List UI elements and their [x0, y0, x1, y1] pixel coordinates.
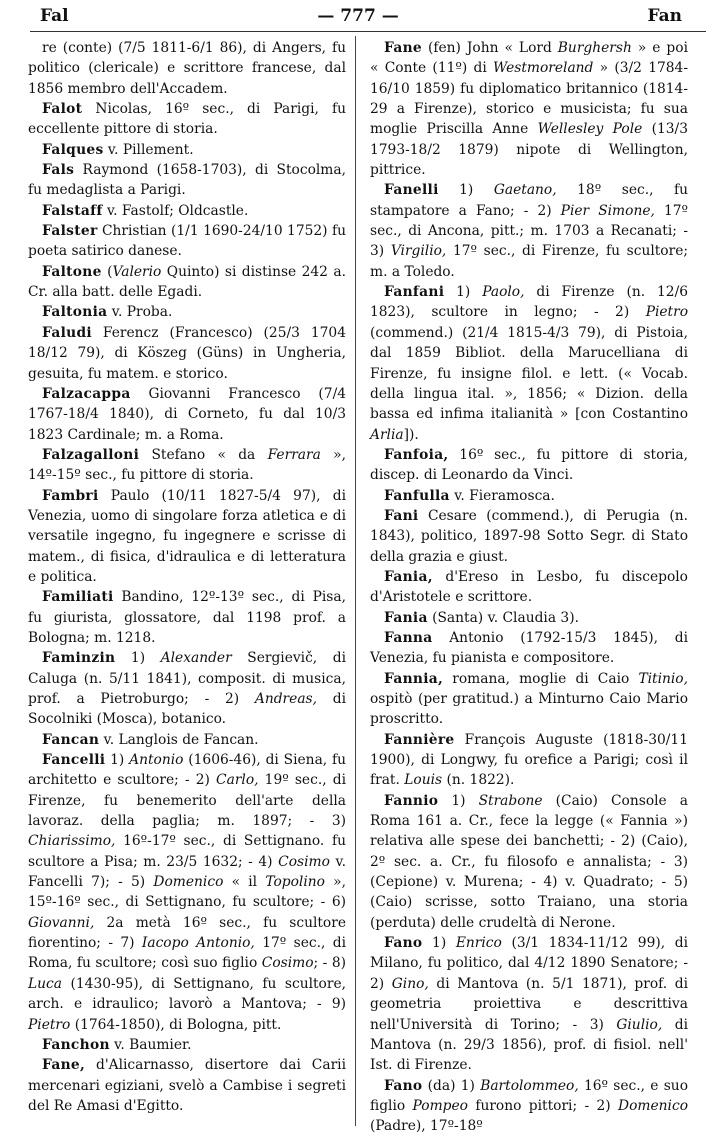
entry-italic-text: Gaetano,	[493, 182, 557, 199]
entry-text: 2a metà 16º sec., fu scultore fiorentino; - 7)	[28, 914, 346, 952]
entry-text: di Socolniki (Mosca), botanico.	[28, 691, 346, 728]
entry-italic-text: Wellesley Pole	[537, 121, 643, 138]
entry-italic-text: Chiarissimo,	[28, 833, 116, 850]
entry-text: Cesare (commend.), di Perugia (n. 1843), politico, 1897-98 Sotto Segr. di Stato della grazia e giust.	[370, 507, 688, 565]
entry-text: (Caio) Console a Roma 161 a. Cr., fece la legge (« Fannia ») relativa alle spese dei banchetti; - 2) (Caio), 2º sec. a. Cr., fu filosofo e annalista; - 3) (Cepione) v. Murena; - 4) v. Quadrato; - 5) (Caio) scrisse, sotto Traiano, una storia (perduta) delle crudeltà di Nerone.	[370, 792, 688, 931]
entry-headword: Fani	[384, 507, 419, 524]
entry-text: (1430-95), di Settignano, fu scultore, arch. e idraulico; lavorò a Mantova; - 9)	[28, 975, 346, 1013]
entry-headword: Fano	[384, 1077, 423, 1094]
entry-text: Nicolas, 16º sec., di Parigi, fu eccellente pittore di storia.	[28, 101, 346, 138]
entry-text: ospitò (per gratitud.) a Minturno Caio Mario proscritto.	[370, 691, 688, 728]
entry-text: (commend.) (21/4 1815-4/3 79), di Pistoia, dal 1859 Bibliot. della Marucelliana di Firenze, fu insigne filol. e lett. (« Vocab. della lingua ital. », 1856; « Dizion. della bassa ed infima italianità » [con Costantino	[370, 324, 688, 423]
entry-text: (fen) John « Lord	[422, 40, 558, 56]
entry-text: (1606-46), di Siena, fu architetto e scultore; - 2)	[28, 752, 346, 789]
dictionary-entry	[28, 587, 346, 648]
dictionary-entry	[28, 140, 346, 160]
entry-headword: Fannia,	[384, 670, 444, 687]
dictionary-entry	[28, 445, 346, 486]
dictionary-entry	[370, 628, 688, 669]
entry-text: 16º sec., fu pittore di storia, discep. di Leonardo da Vinci.	[370, 446, 688, 484]
dictionary-entry	[28, 160, 346, 201]
entry-italic-text: Titinio,	[638, 670, 688, 687]
dictionary-entry	[370, 791, 688, 933]
entry-text: Quinto) si distinse 242 a. Cr. alla batt. delle Egadi.	[28, 263, 346, 301]
dictionary-entry	[28, 221, 346, 262]
entry-italic-text: Paolo,	[482, 284, 525, 301]
entry-italic-text: Louis	[404, 772, 443, 789]
entry-italic-text: Enrico	[455, 935, 502, 952]
entry-text: », 15º-16º sec., di Settignano, fu scultore; - 6)	[28, 874, 346, 911]
dictionary-entry	[370, 445, 688, 486]
entry-text: re (conte) (7/5 1811-6/1 86), di Angers, fu politico (clericale) e scrittore francese, dal 1856 membro dell'Accadem.	[28, 40, 346, 97]
dictionary-entry	[28, 486, 346, 588]
entry-italic-text: Antonio	[129, 752, 184, 769]
entry-text: Stefano « da	[139, 446, 268, 463]
entry-italic-text: Virgilio,	[390, 243, 447, 260]
entry-headword: Falster	[42, 223, 98, 240]
entry-headword: Fanfani	[384, 284, 445, 301]
entry-text: Sergievič, di Caluga (n. 5/11 1841), composit. di musica, prof. a Pietroburgo; - 2)	[28, 650, 346, 707]
entry-text: », 14º-15º sec., fu pittore di storia.	[28, 446, 346, 484]
entry-text: (da) 1)	[422, 1077, 481, 1094]
entry-text: François Auguste (1818-30/11 1900), di Longwy, fu orefice a Parigi; così il frat.	[370, 731, 688, 789]
dictionary-entry	[28, 384, 346, 445]
left-column	[28, 38, 346, 1116]
entry-text: (13/3 1793-18/2 1879) nipote di Wellington, pittrice.	[370, 121, 688, 179]
right-column	[370, 38, 688, 1137]
page-number: — 777 —	[317, 6, 399, 26]
entry-headword: Fancan	[42, 731, 100, 748]
entry-text: v. Fancelli 7); - 5)	[28, 853, 346, 891]
entry-headword: Fanchon	[42, 1036, 110, 1053]
entry-headword: Fanfoia,	[384, 446, 449, 463]
entry-headword: Fane,	[42, 1057, 86, 1074]
entry-headword: Fannio	[384, 792, 439, 809]
column-divider	[355, 36, 356, 1126]
entry-text: d'Alicarnasso, disertore dai Carii mercenari egiziani, svelò a Cambise i segreti del Re Amasi d'Egitto.	[28, 1057, 346, 1114]
entry-headword: Falstaff	[42, 202, 103, 219]
entry-text: furono pittori; - 2)	[467, 1097, 619, 1114]
entry-italic-text: Giovanni,	[28, 914, 95, 931]
entry-italic-text: Luca	[28, 975, 63, 992]
entry-headword: Faltonia	[42, 304, 108, 321]
entry-headword: Fals	[42, 162, 75, 179]
dictionary-entry	[370, 669, 688, 730]
entry-text: Paulo (10/11 1827-5/4 97), di Venezia, uomo di singolare forza atletica e di versatile ingegno, fu ingegnere e scrisse di matem., di fisica, d'idraulica e di letteratura e politica.	[28, 487, 346, 585]
entry-headword: Falzacappa	[42, 385, 131, 402]
entry-text: (n. 1822).	[442, 772, 515, 789]
dictionary-entry	[370, 933, 688, 1075]
entry-text: d'Ereso in Lesbo, fu discepolo d'Aristotele e scrittore.	[370, 568, 688, 606]
entry-text: 1)	[115, 650, 161, 667]
entry-italic-text: Andreas,	[254, 691, 318, 707]
entry-headword: Familiati	[42, 589, 114, 606]
entry-headword: Faltone	[42, 263, 102, 280]
entry-text: (3/1 1834-11/12 99), di Milano, fu politico, dal 4/12 1890 Senatore; - 2)	[370, 935, 688, 992]
entry-headword: Fania	[384, 609, 428, 626]
dictionary-entry	[370, 486, 688, 506]
entry-italic-text: Pier Simone,	[560, 202, 655, 219]
entry-text: v. Pillement.	[103, 141, 194, 158]
entry-text: v. Fieramosca.	[449, 487, 555, 504]
entry-text: romana, moglie di Caio	[443, 670, 639, 687]
entry-italic-text: Topolino	[265, 874, 325, 891]
dictionary-entry	[370, 180, 688, 282]
entry-headword: Fanelli	[384, 182, 439, 199]
entry-text: Bandino, 12º-13º sec., di Pisa, fu giurista, glossatore, dal 1198 prof. a Bologna; m. 1218.	[28, 589, 346, 646]
entry-italic-text: Cosimo	[278, 853, 330, 870]
header-right-guide-word: Fan	[647, 6, 682, 26]
entry-text: 16º sec., e suo figlio	[370, 1077, 688, 1114]
dictionary-entry	[28, 38, 346, 99]
entry-italic-text: Gino,	[391, 975, 429, 992]
entry-headword: Falot	[42, 101, 83, 118]
entry-headword: Fane	[384, 40, 422, 56]
entry-text: 17º sec., di Ancona, pitt.; m. 1703 a Recanati; - 3)	[370, 202, 688, 260]
entry-italic-text: Domenico	[618, 1097, 688, 1114]
entry-italic-text: Domenico	[153, 874, 224, 891]
header-left-guide-word: Fal	[40, 6, 69, 26]
dictionary-entry	[370, 1076, 688, 1137]
entry-headword: Fanfulla	[384, 487, 450, 504]
entry-text: 18º sec., fu stampatore a Fano; - 2)	[370, 182, 689, 219]
entry-italic-text: Alexander	[160, 650, 232, 667]
dictionary-entry	[28, 730, 346, 750]
entry-text: (Padre), 17º-18º	[370, 1118, 483, 1135]
entry-headword: Fania,	[384, 568, 433, 585]
dictionary-entry	[28, 1055, 346, 1116]
entry-text: 1)	[105, 752, 130, 769]
entry-text: di Mantova (n. 5/1 1871), prof. di geometria proiettiva e descrittiva nell'Università di Torino; - 3)	[370, 975, 689, 1033]
entry-italic-text: Bartolommeo,	[480, 1077, 579, 1094]
dictionary-entry	[370, 608, 688, 628]
dictionary-entry	[28, 262, 346, 303]
entry-text: 1)	[438, 182, 494, 199]
entry-italic-text: Carlo,	[216, 772, 259, 789]
entry-italic-text: Pietro	[28, 1016, 71, 1033]
dictionary-entry	[28, 1035, 346, 1055]
entry-text: 19º sec., di Firenze, fu benemerito dell'arte della lavoraz. della paglia; m. 1897; - 3)	[28, 772, 346, 830]
dictionary-entry	[370, 506, 688, 567]
entry-text: ]).	[403, 426, 419, 443]
entry-text: 16º-17º sec., di Settignano. fu scultore a Pisa; m. 23/5 1632; - 4)	[28, 833, 346, 870]
entry-headword: Fannière	[384, 731, 455, 748]
entry-text: 17º sec., di Roma, fu scultore; così suo figlio	[28, 935, 346, 972]
header-rule	[30, 31, 706, 32]
dictionary-entry	[28, 750, 346, 1035]
entry-headword: Faludi	[42, 324, 92, 341]
entry-italic-text: Valerio	[112, 263, 162, 280]
entry-text: Raymond (1658-1703), di Stocolma, fu medaglista a Parigi.	[28, 162, 346, 199]
entry-text: 1)	[438, 792, 479, 809]
entry-headword: Fancelli	[42, 752, 106, 769]
entry-italic-text: Westmoreland	[493, 60, 594, 77]
entry-text: » (3/2 1784-16/10 1859) fu diplomatico britannico (1814-29 a Firenze), storico e musicista; fu sua moglie Priscilla Anne	[370, 60, 688, 138]
entry-headword: Fambri	[42, 487, 99, 504]
entry-italic-text: Arlia	[370, 426, 404, 443]
entry-text: v. Langlois de Fancan.	[99, 731, 259, 748]
entry-text: di Mantova (n. 29/3 1856), prof. di fisiol. nell' Ist. di Firenze.	[370, 1016, 688, 1074]
entry-text: 17º sec., di Firenze, fu scultore; m. a Toledo.	[370, 243, 689, 280]
dictionary-entry	[28, 323, 346, 384]
entry-italic-text: Burghersh	[557, 40, 632, 56]
entry-text: Ferencz (Francesco) (25/3 1704 18/12 79), di Köszeg (Güns) in Ungheria, gesuita, fu matem. e storico.	[28, 324, 346, 382]
entry-italic-text: Iacopo Antonio,	[141, 935, 255, 952]
dictionary-entry	[370, 38, 688, 180]
entry-text: « il	[223, 874, 266, 891]
entry-text: (	[101, 263, 113, 280]
page-header	[0, 0, 718, 32]
entry-headword: Falzagalloni	[42, 446, 140, 463]
dictionary-entry	[28, 648, 346, 729]
entry-text: v. Fastolf; Oldcastle.	[102, 202, 249, 219]
entry-text: Antonio (1792-15/3 1845), di Venezia, fu pianista e compositore.	[370, 629, 688, 667]
entry-text: (1764-1850), di Bologna, pitt.	[70, 1016, 282, 1033]
entry-italic-text: Pietro	[645, 304, 688, 321]
entry-italic-text: Giulio,	[616, 1016, 663, 1033]
entry-italic-text: Ferrara	[267, 446, 321, 463]
entry-text: 1)	[422, 935, 456, 952]
entry-text: » e poi « Conte (11º) di	[370, 40, 688, 77]
entry-text: (Santa) v. Claudia 3).	[427, 609, 579, 626]
dictionary-entry	[370, 282, 688, 445]
entry-text: 1)	[444, 284, 483, 301]
entry-italic-text: Pompeo	[412, 1097, 468, 1114]
entry-text: Christian (1/1 1690-24/10 1752) fu poeta satirico danese.	[28, 223, 346, 260]
entry-headword: Faminzin	[42, 650, 116, 667]
dictionary-entry	[28, 302, 346, 322]
entry-italic-text: Strabone	[478, 792, 543, 809]
dictionary-entry	[370, 567, 688, 608]
entry-text: ; - 8)	[313, 955, 346, 972]
entry-text: v. Baumier.	[109, 1036, 192, 1053]
dictionary-entry	[28, 201, 346, 221]
entry-text: v. Proba.	[107, 304, 173, 321]
entry-italic-text: Cosimo	[261, 955, 314, 972]
entry-headword: Falques	[42, 141, 104, 158]
entry-text: Giovanni Francesco (7/4 1767-18/4 1840), di Corneto, fu dal 10/3 1823 Cardinale; m. a Roma.	[28, 385, 346, 443]
dictionary-entry	[370, 730, 688, 791]
entry-headword: Fanna	[384, 629, 433, 646]
dictionary-entry	[28, 99, 346, 140]
entry-text: di Firenze (n. 12/6 1823), scultore in legno; - 2)	[370, 284, 688, 321]
entry-headword: Fano	[384, 935, 423, 952]
